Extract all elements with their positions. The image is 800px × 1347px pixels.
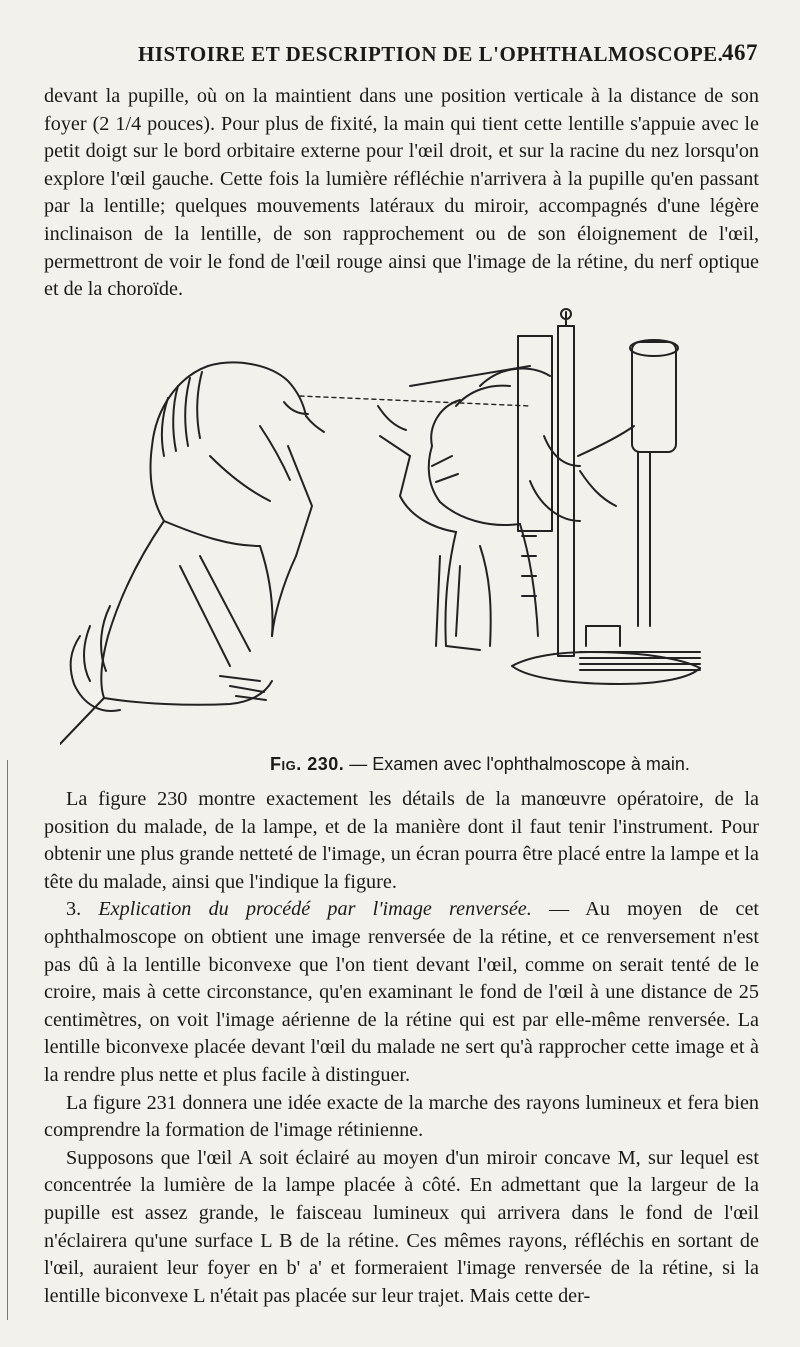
section-body: — Au moyen de cet ophthalmoscope on obtient une image renversée de la rétine, et ce renversement n'est pas dû à la lentille biconvexe que l'on tient devant l'œil, comme on serait tenté de le croire, mais à cette circonstance, qu'en examinant le fond de l'œil à une distance de 25 centimètres, on voit l'image aérienne de la rétine qui est par elle-même renversée. La lentille biconvexe placée devant l'œil du malade ne sert qu'à rapprocher cette image et à la rendre plus nette et plus facile à distinguer. (44, 898, 760, 1086)
figure-caption-text: — Examen avec l'ophthalmoscope à main. (349, 754, 690, 774)
page-number: 467 (722, 40, 758, 65)
light-path (300, 396, 530, 406)
figure-label: Fig. 230. (270, 754, 345, 774)
running-title: HISTOIRE ET DESCRIPTION DE L'OPHTHALMOSCOPE. (138, 42, 724, 66)
lamp-illustration (512, 309, 700, 684)
running-header (138, 38, 758, 68)
patient-illustration (378, 366, 550, 650)
paragraph-explication (44, 896, 759, 1089)
body-text-block (44, 786, 759, 1310)
section-number: 3. (66, 898, 82, 921)
paragraph-figure-230: La figure 230 montre exactement les détails de la manœuvre opératoire, de la position du malade, de la lampe, et de la manière dont il faut tenir l'instrument. Pour obtenir une plus grande netteté de l'image, un écran pourra être placé entre la lampe et la tête du malade, ainsi que l'indique la figure. (44, 788, 759, 893)
page-edge-line (7, 760, 8, 1320)
section-heading: Explication du procédé par l'image renversée. (98, 898, 532, 921)
figure-caption (270, 754, 770, 775)
examiner-illustration (60, 362, 324, 744)
paragraph-supposons: Supposons que l'œil A soit éclairé au moyen d'un miroir concave M, sur lequel est concentrée la lumière de la lampe placée à côté. En admettant que la largeur de la pupille est assez grande, le faisceau lumineux qui arrivera dans le fond de l'œil n'éclairera qu'une surface L B de la rétine. Ces mêmes rayons, réfléchis en sortant de l'œil, auraient leur foyer en b' a' et formeraient l'image renversée de la rétine, si la lentille biconvexe L n'était pas placée sur leur trajet. Mais cette der- (44, 1146, 759, 1307)
figure-ophthalmoscope-examination (60, 306, 760, 746)
paragraph-lens-position: devant la pupille, où on la maintient dans une position verticale à la distance de son foyer (2 1/4 pouces). Pour plus de fixité, la main qui tient cette lentille s'appuie avec le petit doigt sur le bord orbitaire externe pour l'œil droit, et sur la racine du nez lorsqu'on explore l'œil gauche. Cette fois la lumière réfléchie n'arrivera à la pupille qu'en passant par la lentille; quelques mouvements latéraux du miroir, accompagnés d'une légère inclinaison de la lentille, de son rapprochement ou de son éloignement de l'œil, permettront de voir le fond de l'œil rouge ainsi que l'image de la rétine, du nerf optique et de la choroïde. (44, 85, 759, 301)
paragraph-figure-231: La figure 231 donnera une idée exacte de la marche des rayons lumineux et fera bien comprendre la formation de l'image rétinienne. (44, 1091, 759, 1142)
